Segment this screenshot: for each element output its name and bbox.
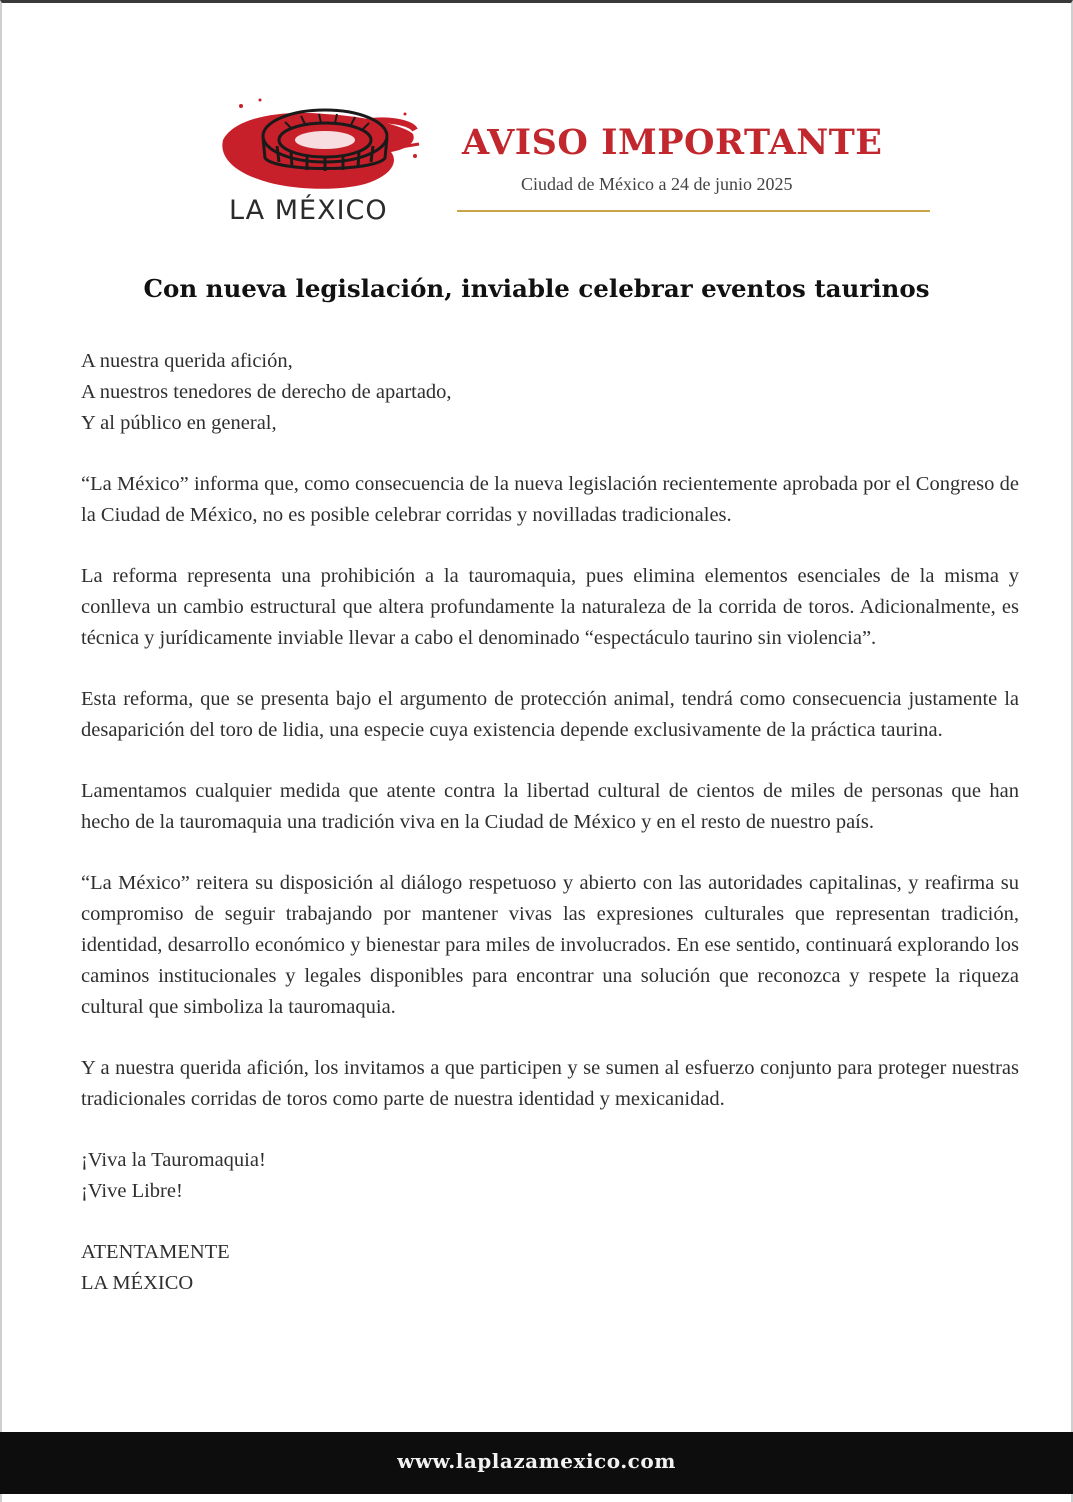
greeting-line: A nuestros tenedores de derecho de apartado, — [81, 381, 452, 403]
paragraph: Lamentamos cualquier medida que atente contra la libertad cultural de cientos de miles de personas que han hecho de la tauromaquia una tradición viva en la Ciudad de México y en el resto de nuestro país. — [81, 780, 1019, 833]
letter-body — [81, 346, 1019, 1329]
signature-line: ATENTAMENTE — [81, 1241, 230, 1263]
paragraph: Esta reforma, que se presenta bajo el argumento de protección animal, tendrá como consecuencia justamente la desaparición del toro de lidia, una especie cuya existencia depende exclusivamente de la práctica taurina. — [81, 688, 1019, 741]
signature — [81, 1237, 1019, 1299]
la-mexico-logo — [215, 92, 420, 232]
paragraph: “La México” informa que, como consecuencia de la nueva legislación recientemente aprobada por el Congreso de la Ciudad de México, no es posible celebrar corridas y novilladas tradicionales. — [81, 473, 1019, 526]
paragraph: Y a nuestra querida afición, los invitamos a que participen y se sumen al esfuerzo conjunto para proteger nuestras tradicionales corridas de toros como parte de nuestra identidad y mexicanidad. — [81, 1057, 1019, 1110]
greeting-line: A nuestra querida afición, — [81, 350, 293, 372]
bullring-logo-icon — [215, 92, 420, 202]
notice-date: Ciudad de México a 24 de junio 2025 — [521, 174, 793, 194]
notice-title: AVISO IMPORTANTE — [462, 122, 883, 163]
signature-line: LA MÉXICO — [81, 1272, 194, 1294]
slogans — [81, 1145, 1019, 1207]
greeting-line: Y al público en general, — [81, 412, 277, 434]
slogan-line: ¡Viva la Tauromaquia! — [81, 1149, 266, 1171]
headline: Con nueva legislación, inviable celebrar eventos taurinos — [143, 274, 930, 303]
paragraph: “La México” reitera su disposición al diálogo respetuoso y abierto con las autoridades capitalinas, y reafirma su compromiso de seguir trabajando por mantener vivas las expresiones culturales que representan tradición, identidad, desarrollo económico y bienestar para miles de involucrados. En ese sentido, continuará explorando los caminos institucionales y legales disponibles para encontrar una solución que reconozca y respete la riqueza cultural que simboliza la tauromaquia. — [81, 872, 1019, 1018]
logo-wordmark: LA MÉXICO — [229, 195, 388, 226]
paragraph: La reforma representa una prohibición a la tauromaquia, pues elimina elementos esenciales de la misma y conlleva un cambio estructural que altera profundamente la naturaleza de la corrida de toros. Adicionalmente, es técnica y jurídicamente inviable llevar a cabo el denominado “espectáculo taurino sin violencia”. — [81, 565, 1019, 649]
slogan-line: ¡Vive Libre! — [81, 1180, 183, 1202]
header-divider — [457, 210, 930, 212]
footer-website-link[interactable]: www.laplazamexico.com — [397, 1449, 676, 1473]
greeting — [81, 346, 1019, 439]
